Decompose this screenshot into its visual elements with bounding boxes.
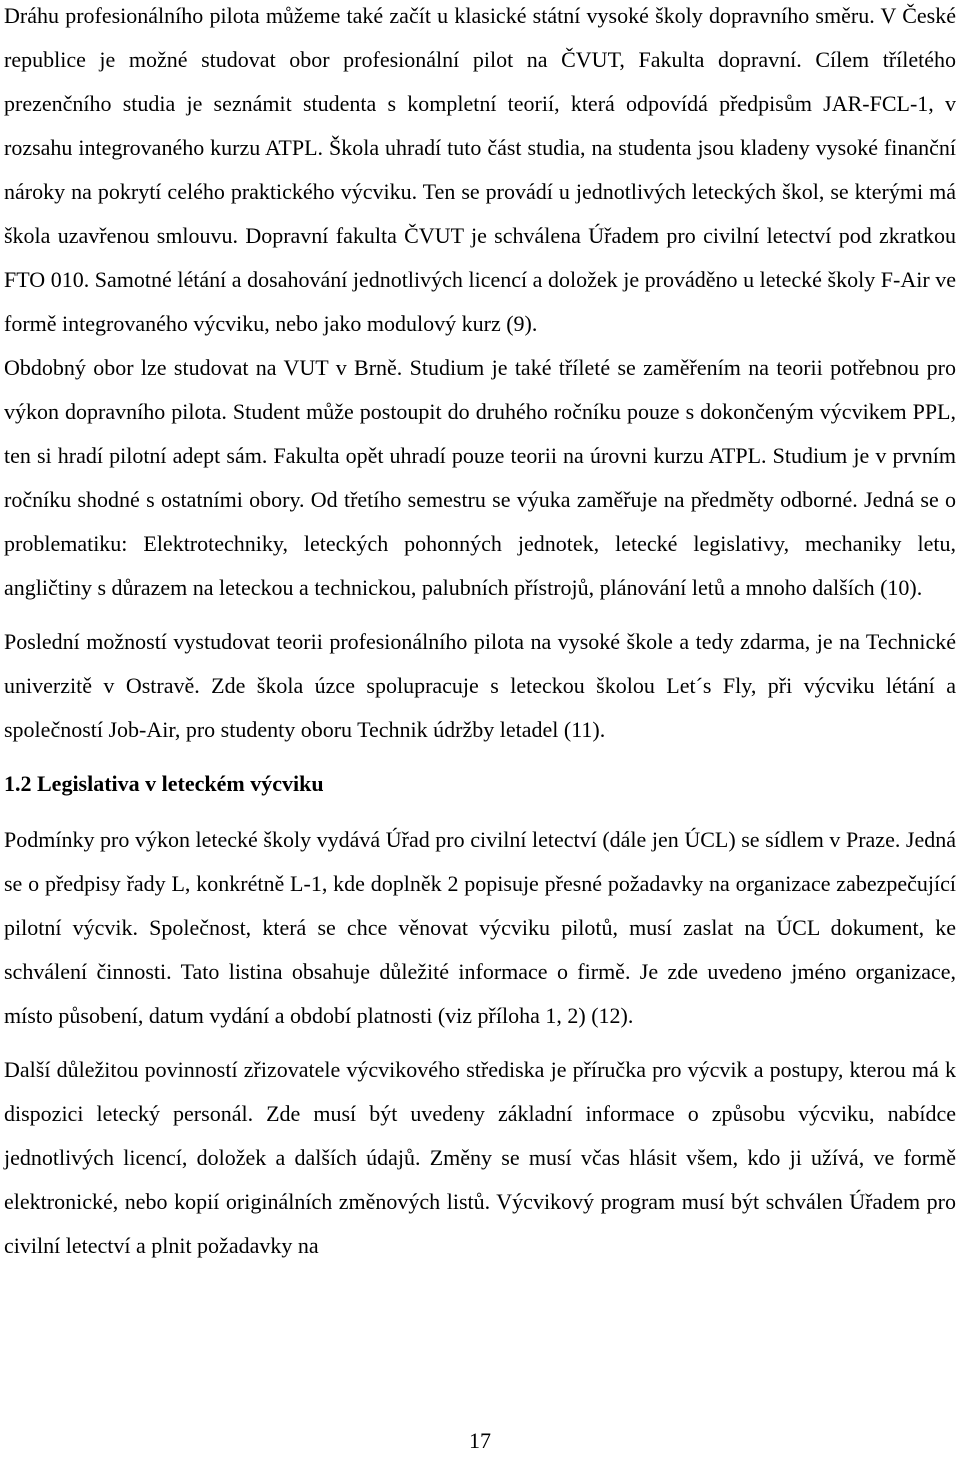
paragraph-spacer xyxy=(4,610,956,620)
paragraph-spacer-2 xyxy=(4,1038,956,1048)
page-number: 17 xyxy=(469,1428,491,1453)
document-page xyxy=(4,0,956,1268)
section-spacer xyxy=(4,752,956,762)
section-heading: 1.2 Legislativa v leteckém výcviku xyxy=(4,771,324,796)
paragraph-cvut-study: Dráhu profesionálního pilota můžeme také začít u klasické státní vysoké školy dopravního směru. V České republice je možné studovat obor profesionální pilot na ČVUT, Fakulta dopravní. Cílem tříletého prezenčního studia je seznámit studenta s kompletní teorií, která odpovídá předpisům JAR-FCL-1, v rozsahu integrovaného kurzu ATPL. Škola uhradí tuto část studia, na studenta jsou kladeny vysoké finanční nároky na pokrytí celého praktického výcviku. Ten se provádí u jednotlivých leteckých škol, se kterými má škola uzavřenou smlouvu. Dopravní fakulta ČVUT je schválena Úřadem pro civilní letectví pod zkratkou FTO 010. Samotné létání a dosahování jednotlivých licencí a doložek je prováděno u letecké školy F-Air ve formě integrovaného výcviku, nebo jako modulový kurz (9). xyxy=(4,3,956,336)
paragraph-tu-ostrava: Poslední možností vystudovat teorii profesionálního pilota na vysoké škole a tedy zdarma, je na Technické univerzitě v Ostravě. Zde škola úzce spolupracuje s leteckou školou Let´s Fly, při výcviku létání a společností Job-Air, pro studenty oboru Technik údržby letadel (11). xyxy=(4,629,956,742)
paragraph-vut-brno: Obdobný obor lze studovat na VUT v Brně. Studium je také tříleté se zaměřením na teorii potřebnou pro výkon dopravního pilota. Student může postoupit do druhého ročníku pouze s dokončeným výcvikem PPL, ten si hradí pilotní adept sám. Fakulta opět uhradí pouze teorii na úrovni kurzu ATPL. Studium je v prvním ročníku shodné s ostatními obory. Od třetího semestru se výuka zaměřuje na předměty odborné. Jedná se o problematiku: Elektrotechniky, leteckých pohonných jednotek, letecké legislativy, mechaniky letu, angličtiny s důrazem na leteckou a technickou, palubních přístrojů, plánování letů a mnoho dalších (10). xyxy=(4,355,956,600)
heading-spacer xyxy=(4,806,956,818)
paragraph-training-manual: Další důležitou povinností zřizovatele výcvikového střediska je příručka pro výcvik a postupy, kterou má k dispozici letecký personál. Zde musí být uvedeny základní informace o způsobu výcviku, nabídce jednotlivých licencí, doložek a dalších údajů. Změny se musí včas hlásit všem, kdo ji užívá, ve formě elektronické, nebo kopií originálních změnových listů. Výcvikový program musí být schválen Úřadem pro civilní letectví a plnit požadavky na xyxy=(4,1057,956,1258)
paragraph-ucl-requirements: Podmínky pro výkon letecké školy vydává Úřad pro civilní letectví (dále jen ÚCL) se sídlem v Praze. Jedná se o předpisy řady L, konkrétně L-1, kde doplněk 2 popisuje přesné požadavky na organizace zabezpečující pilotní výcvik. Společnost, která se chce věnovat výcviku pilotů, musí zaslat na ÚCL dokument, ke schválení činnosti. Tato listina obsahuje důležité informace o firmě. Je zde uvedeno jméno organizace, místo působení, datum vydání a období platnosti (viz příloha 1, 2) (12). xyxy=(4,827,956,1028)
